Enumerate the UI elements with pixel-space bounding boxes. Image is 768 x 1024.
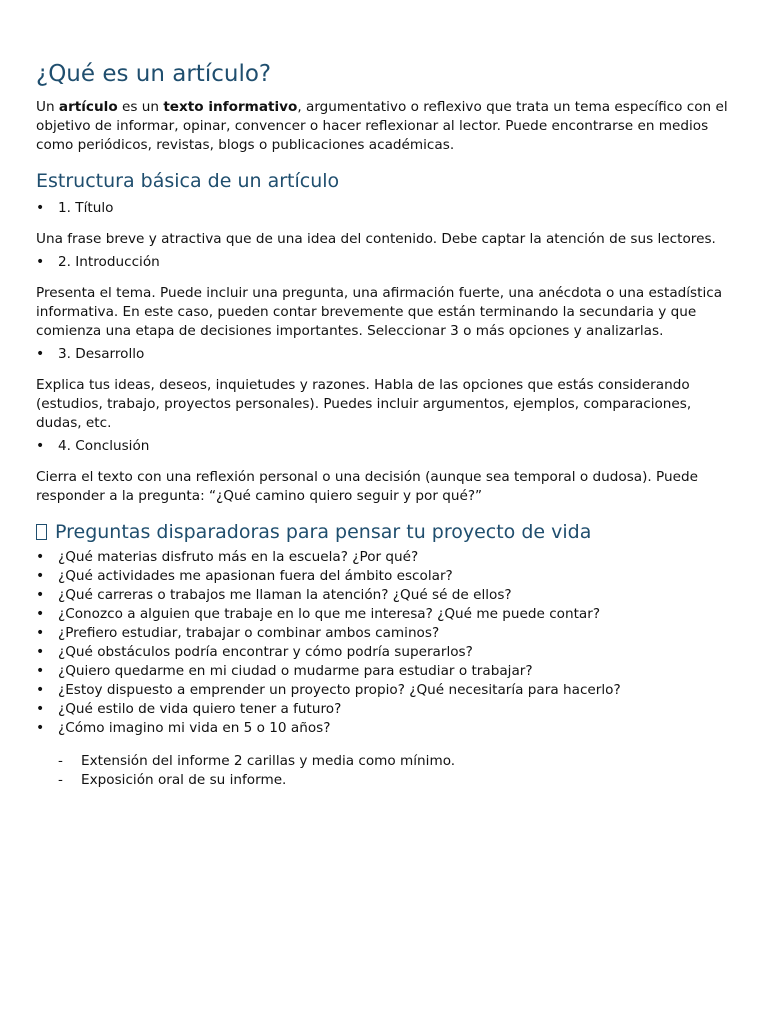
bullet-icon — [36, 345, 58, 364]
list-item — [36, 567, 736, 586]
structure-step — [36, 199, 736, 218]
document-content — [36, 56, 736, 790]
requirement-text: Extensión del informe 2 carillas y media como mínimo. — [81, 753, 456, 769]
bullet-icon — [36, 719, 58, 738]
step-description: Una frase breve y atractiva que de una idea del contenido. Debe captar la atención de sus lectores. — [36, 231, 716, 247]
questions-list — [36, 548, 736, 738]
structure-step — [36, 253, 736, 272]
bullet-icon — [36, 700, 58, 719]
bullet-icon — [36, 253, 58, 272]
dash-marker: - — [58, 772, 63, 788]
requirement-text: Exposición oral de su informe. — [81, 772, 287, 788]
question-text: ¿Prefiero estudiar, trabajar o combinar ambos caminos? — [58, 625, 440, 641]
intro-bold-texto-informativo: texto informativo — [163, 99, 298, 115]
questions-heading — [36, 518, 736, 546]
list-item — [36, 548, 736, 567]
missing-glyph-icon — [36, 524, 47, 540]
bullet-icon — [36, 199, 58, 218]
bullet-icon — [36, 567, 58, 586]
question-text: ¿Qué actividades me apasionan fuera del ámbito escolar? — [58, 568, 453, 584]
bullet-icon — [36, 624, 58, 643]
question-text: ¿Quiero quedarme en mi ciudad o mudarme para estudiar o trabajar? — [58, 663, 533, 679]
intro-text-3: , argumentativo o reflexivo que trata un tema específico con el objetivo de informar, opinar, convencer o hacer reflexionar al lector. Puede encontrarse en medios como periódicos, revistas, blogs o publicaciones académicas. — [36, 99, 728, 153]
dash-marker: - — [58, 753, 63, 769]
structure-step — [36, 437, 736, 456]
intro-text-2: es un — [117, 99, 164, 115]
step-description: Presenta el tema. Puede incluir una pregunta, una afirmación fuerte, una anécdota o una estadística informativa. En este caso, pueden contar brevemente que están terminando la secundaria y que comienza una etapa de decisiones importantes. Seleccionar 3 o más opciones y analizarlas. — [36, 285, 723, 339]
list-item — [58, 771, 736, 790]
step-label: 1. Título — [58, 200, 114, 216]
list-item — [36, 643, 736, 662]
list-item — [36, 662, 736, 681]
structure-section — [36, 199, 736, 506]
bullet-icon — [36, 662, 58, 681]
page-title: ¿Qué es un artículo? — [36, 61, 272, 87]
intro-text-1: Un — [36, 99, 59, 115]
requirements-list — [58, 752, 736, 790]
list-item — [36, 624, 736, 643]
question-text: ¿Qué carreras o trabajos me llaman la atención? ¿Qué sé de ellos? — [58, 587, 512, 603]
question-text: ¿Qué materias disfruto más en la escuela? ¿Por qué? — [58, 549, 419, 565]
question-text: ¿Qué obstáculos podría encontrar y cómo podría superarlos? — [58, 644, 473, 660]
intro-paragraph — [36, 98, 736, 155]
bullet-icon — [36, 586, 58, 605]
list-item — [36, 700, 736, 719]
bullet-icon — [36, 605, 58, 624]
structure-step — [36, 345, 736, 364]
list-item — [36, 605, 736, 624]
question-text: ¿Estoy dispuesto a emprender un proyecto propio? ¿Qué necesitaría para hacerlo? — [58, 682, 621, 698]
bullet-icon — [36, 681, 58, 700]
questions-heading-text: Preguntas disparadoras para pensar tu proyecto de vida — [55, 521, 592, 543]
intro-bold-articulo: artículo — [58, 99, 118, 115]
step-label: 4. Conclusión — [58, 438, 150, 454]
step-label: 3. Desarrollo — [58, 346, 145, 362]
structure-heading: Estructura básica de un artículo — [36, 170, 340, 192]
list-item — [36, 586, 736, 605]
question-text: ¿Conozco a alguien que trabaje en lo que me interesa? ¿Qué me puede contar? — [58, 606, 601, 622]
bullet-icon — [36, 437, 58, 456]
list-item — [58, 752, 736, 771]
step-label: 2. Introducción — [58, 254, 160, 270]
bullet-icon — [36, 548, 58, 567]
question-text: ¿Cómo imagino mi vida en 5 o 10 años? — [58, 720, 331, 736]
step-description: Cierra el texto con una reflexión personal o una decisión (aunque sea temporal o dudosa). Puede responder a la pregunta: “¿Qué camino quiero seguir y por qué?” — [36, 469, 698, 504]
question-text: ¿Qué estilo de vida quiero tener a futuro? — [58, 701, 342, 717]
list-item — [36, 719, 736, 738]
step-description: Explica tus ideas, deseos, inquietudes y razones. Habla de las opciones que estás considerando (estudios, trabajo, proyectos personales). Puedes incluir argumentos, ejemplos, comparaciones, dudas, etc. — [36, 377, 692, 431]
list-item — [36, 681, 736, 700]
bullet-icon — [36, 643, 58, 662]
